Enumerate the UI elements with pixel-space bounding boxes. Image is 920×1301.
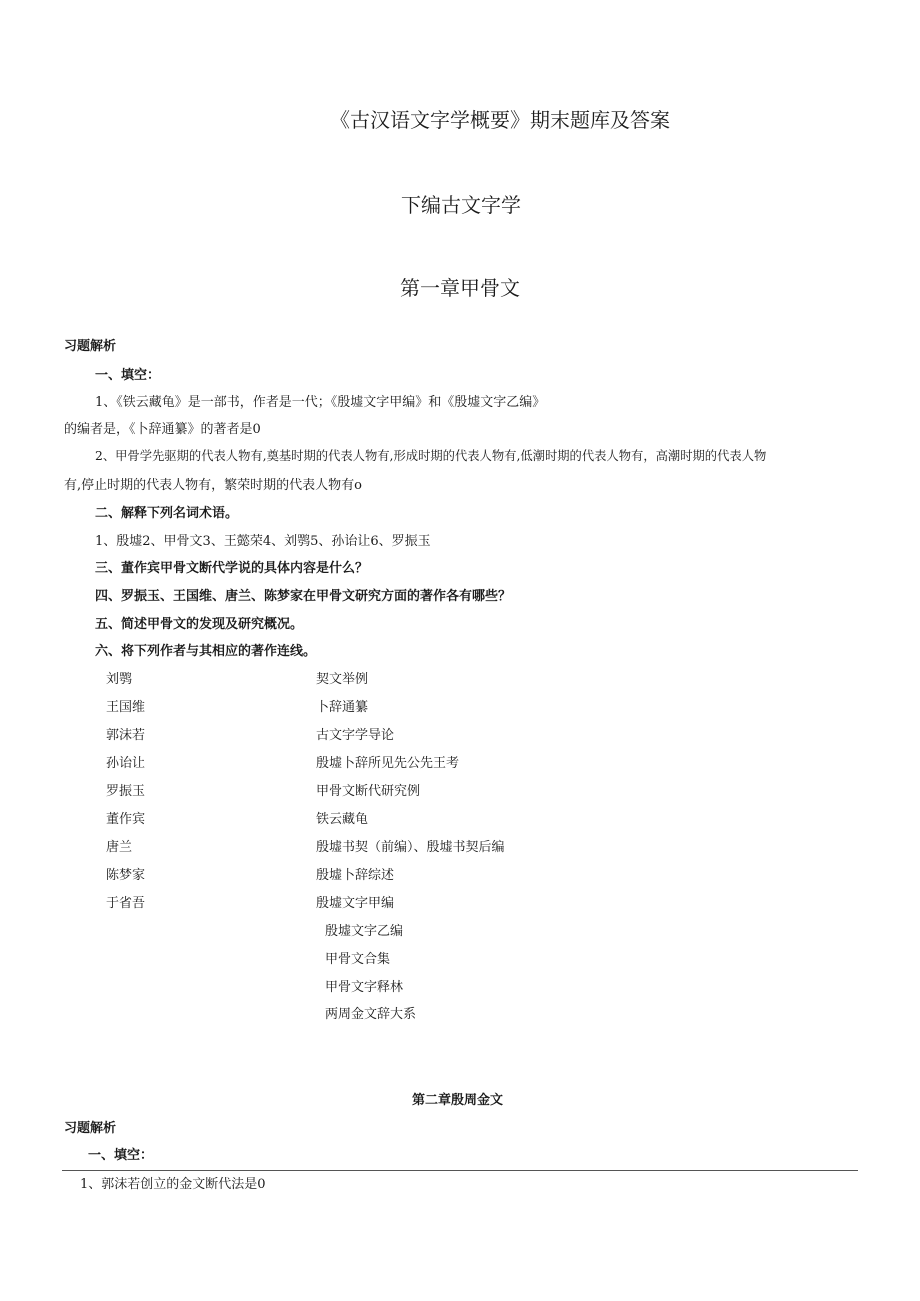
ch1-q1-heading: 一、填空： xyxy=(95,368,161,383)
ch1-q1-item2-line2: 有,停止时期的代表人物有，繁荣时期的代表人物有o xyxy=(64,478,362,493)
author-item: 于省吾 xyxy=(106,896,146,911)
work-item: 殷墟文字乙编 xyxy=(325,924,404,939)
ch1-q1-item1-line2: 的编者是，《卜辞通纂》的著者是0 xyxy=(64,422,261,437)
ch1-q1-item2-line1: 2、甲骨学先驱期的代表人物有,奠基时期的代表人物有,形成时期的代表人物有,低潮时期的代表人物有，高潮时期的代表人物 xyxy=(95,449,767,463)
document-title: 《古汉语文字学概要》期末题库及答案 xyxy=(330,108,670,132)
author-item: 罗振玉 xyxy=(106,784,146,799)
work-item: 契文举例 xyxy=(316,672,369,687)
page-divider xyxy=(62,1170,858,1171)
work-item: 两周金文辞大系 xyxy=(325,1007,417,1022)
work-item: 卜辞通纂 xyxy=(316,700,369,715)
chapter-1-title: 第一章甲骨文 xyxy=(400,276,520,300)
work-item: 甲骨文字释林 xyxy=(325,980,404,995)
chapter-1-section-label: 习题解析 xyxy=(64,339,117,354)
work-item: 甲骨文合集 xyxy=(325,952,391,967)
part-title: 下编古文字学 xyxy=(401,193,521,217)
ch1-q3: 三、董作宾甲骨文断代学说的具体内容是什么？ xyxy=(95,561,369,576)
work-item: 殷墟卜辞综述 xyxy=(316,868,395,883)
ch1-q2-heading: 二、解释下列名词术语。 xyxy=(95,506,239,521)
ch2-q1-item1: 1、郭沫若创立的金文断代法是0 xyxy=(80,1177,266,1192)
chapter-2-title: 第二章殷周金文 xyxy=(412,1093,504,1108)
work-item: 殷墟文字甲编 xyxy=(316,896,395,911)
ch1-q5: 五、简述甲骨文的发现及研究概况。 xyxy=(95,617,304,632)
author-item: 郭沫若 xyxy=(106,728,146,743)
author-item: 刘鹗 xyxy=(106,672,133,687)
work-item: 铁云藏龟 xyxy=(316,812,369,827)
ch1-q2-terms: 1、殷墟2、甲骨文3、王懿荣4、刘鹗5、孙诒让6、罗振玉 xyxy=(95,534,431,549)
ch1-q4: 四、罗振玉、王国维、唐兰、陈梦家在甲骨文研究方面的著作各有哪些？ xyxy=(95,589,512,604)
work-item: 古文字学导论 xyxy=(316,728,395,743)
author-item: 孙诒让 xyxy=(106,756,146,771)
author-item: 王国维 xyxy=(106,700,146,715)
ch1-q1-item1-line1: 1、《铁云藏龟》是一部书，作者是一代；《殷墟文字甲编》和《殷墟文字乙编》 xyxy=(95,395,546,410)
ch1-q6: 六、将下列作者与其相应的著作连线。 xyxy=(95,644,317,659)
author-item: 唐兰 xyxy=(106,840,133,855)
author-item: 董作宾 xyxy=(106,812,146,827)
author-item: 陈梦家 xyxy=(106,868,146,883)
work-item: 甲骨文断代研究例 xyxy=(316,784,421,799)
work-item: 殷墟卜辞所见先公先王考 xyxy=(316,756,460,771)
work-item: 殷墟书契（前编）、殷墟书契后编 xyxy=(316,840,505,855)
chapter-2-section-label: 习题解析 xyxy=(64,1121,117,1136)
ch2-q1-heading: 一、填空： xyxy=(88,1148,154,1163)
